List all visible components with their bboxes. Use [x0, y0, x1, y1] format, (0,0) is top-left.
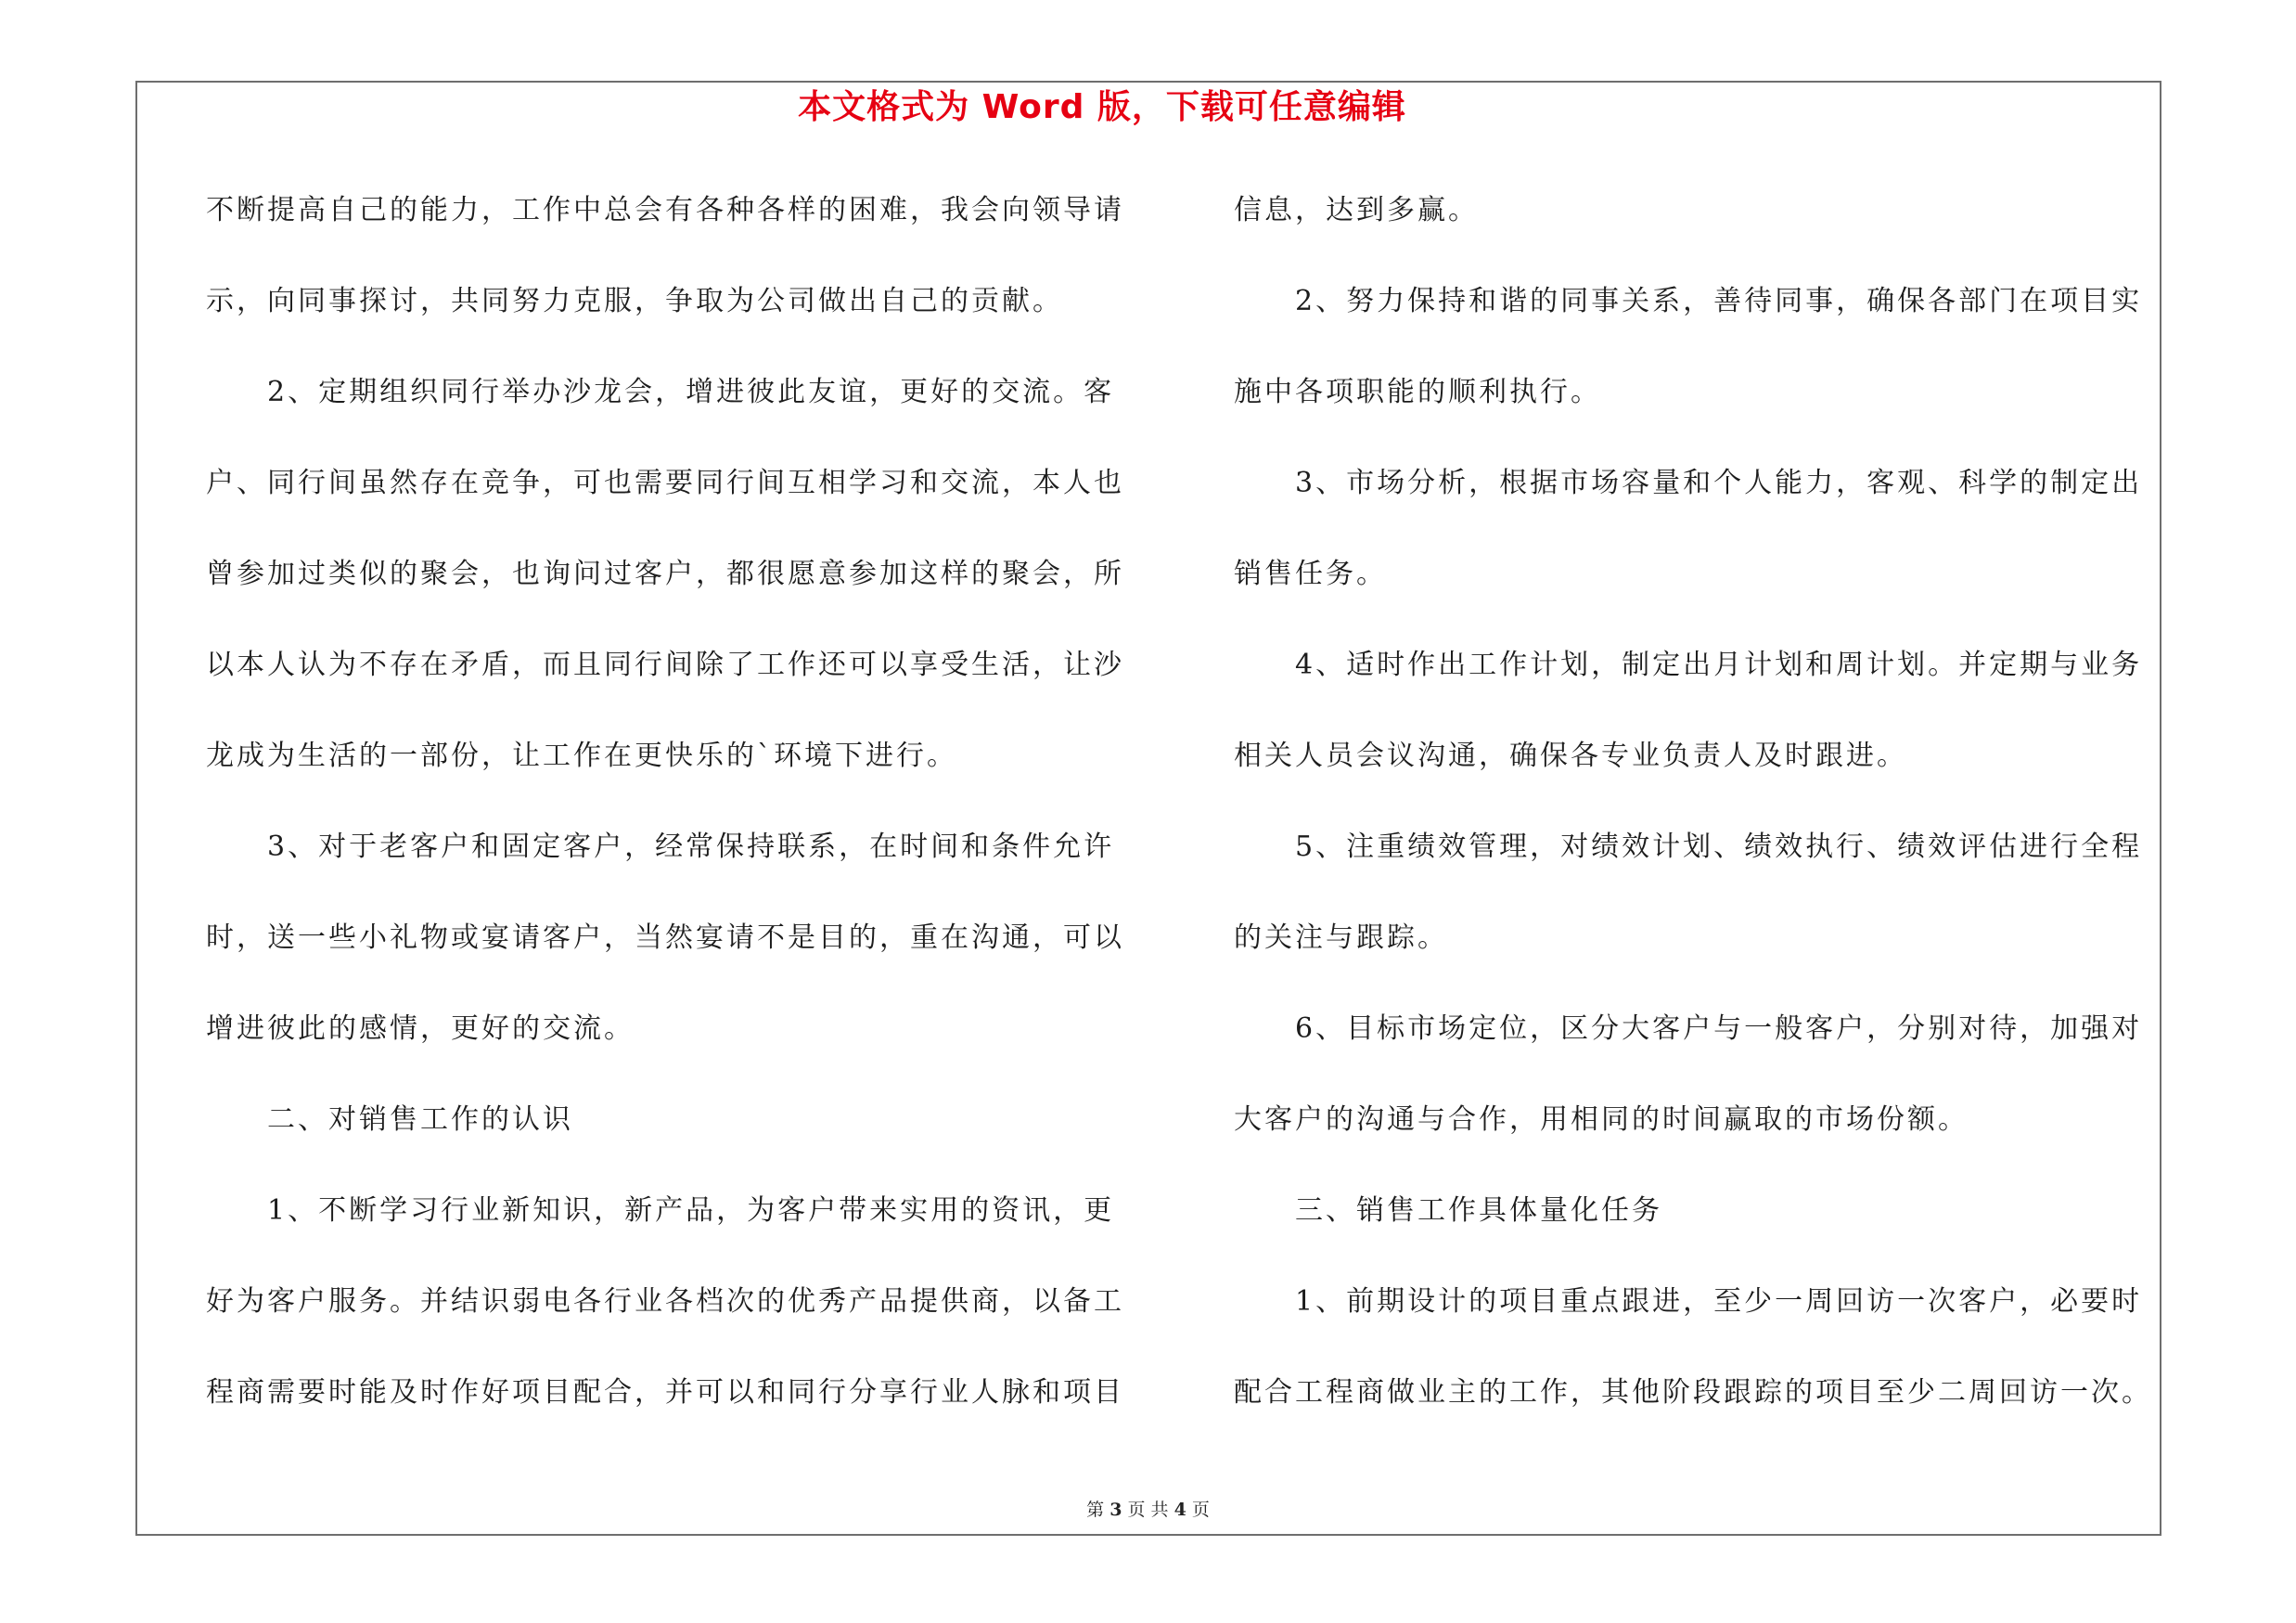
text-line: 1、不断学习行业新知识，新产品，为客户带来实用的资讯，更	[267, 1194, 1115, 1227]
text-line: 2、努力保持和谐的同事关系，善待同事，确保各部门在项目实	[1295, 285, 2143, 317]
text-line: 相关人员会议沟通，确保各专业负责人及时跟进。	[1234, 740, 1907, 772]
paragraph	[1234, 1256, 2152, 1438]
paragraph-continued	[1234, 165, 2152, 256]
header-title: 本文格式为 Word 版，下载可任意编辑	[798, 88, 1406, 126]
text-line: 1、前期设计的项目重点跟进，至少一周回访一次客户，必要时	[1295, 1285, 2143, 1318]
text-line: 时，送一些小礼物或宴请客户，当然宴请不是目的，重在沟通，可以	[206, 921, 1124, 954]
text-line: 大客户的沟通与合作，用相同的时间赢取的市场份额。	[1234, 1103, 1969, 1136]
text-line: 5、注重绩效管理，对绩效计划、绩效执行、绩效评估进行全程	[1295, 831, 2143, 863]
text-line: 施中各项职能的顺利执行。	[1234, 376, 1601, 408]
text-line: 配合工程商做业主的工作，其他阶段跟踪的项目至少二周回访一次。	[1234, 1376, 2152, 1409]
text-line: 增进彼此的感情，更好的交流。	[206, 1012, 635, 1045]
paragraph	[1234, 438, 2152, 620]
text-line: 的关注与跟踪。	[1234, 921, 1448, 954]
page-footer	[0, 1499, 2296, 1521]
text-line: 好为客户服务。并结识弱电各行业各档次的优秀产品提供商，以备工	[206, 1285, 1124, 1318]
text-line: 龙成为生活的一部份，让工作在更快乐的`环境下进行。	[206, 740, 957, 772]
paragraph	[206, 802, 1126, 1075]
text-line: 销售任务。	[1234, 558, 1387, 590]
text-line: 6、目标市场定位，区分大客户与一般客户，分别对待，加强对	[1295, 1012, 2143, 1045]
text-line: 信息，达到多赢。	[1234, 194, 1479, 226]
text-line: 程商需要时能及时作好项目配合，并可以和同行分享行业人脉和项目	[206, 1376, 1124, 1409]
paragraph	[206, 1166, 1126, 1438]
text-line: 户、同行间虽然存在竞争，可也需要同行间互相学习和交流，本人也	[206, 467, 1124, 499]
paragraph	[1234, 620, 2152, 802]
paragraph	[1234, 802, 2152, 984]
text-line: 以本人认为不存在矛盾，而且同行间除了工作还可以享受生活，让沙	[206, 649, 1124, 681]
paragraph-continued	[206, 165, 1126, 347]
paragraph	[1234, 984, 2152, 1166]
section-heading: 三、销售工作具体量化任务	[1295, 1194, 1662, 1227]
page-label-prefix: 第	[1086, 1500, 1110, 1520]
text-line: 2、定期组织同行举办沙龙会，增进彼此友谊，更好的交流。客	[267, 376, 1115, 408]
total-pages-number: 4	[1174, 1500, 1186, 1520]
right-column	[1234, 165, 2152, 1438]
text-line: 不断提高自己的能力，工作中总会有各种各样的困难，我会向领导请	[206, 194, 1124, 226]
section-heading: 二、对销售工作的认识	[267, 1103, 573, 1136]
text-line: 3、对于老客户和固定客户，经常保持联系，在时间和条件允许	[267, 831, 1115, 863]
header-banner	[0, 87, 2204, 128]
page-label-suffix: 页	[1186, 1500, 1210, 1520]
text-line: 曾参加过类似的聚会，也询问过客户，都很愿意参加这样的聚会，所	[206, 558, 1124, 590]
paragraph	[1234, 256, 2152, 438]
page-label-middle: 页 共	[1122, 1500, 1174, 1520]
text-line: 4、适时作出工作计划，制定出月计划和周计划。并定期与业务	[1295, 649, 2143, 681]
paragraph	[206, 347, 1126, 802]
text-line: 示，向同事探讨，共同努力克服，争取为公司做出自己的贡献。	[206, 285, 1063, 317]
current-page-number: 3	[1110, 1500, 1122, 1520]
left-column	[206, 165, 1126, 1438]
text-line: 3、市场分析，根据市场容量和个人能力，客观、科学的制定出	[1295, 467, 2143, 499]
